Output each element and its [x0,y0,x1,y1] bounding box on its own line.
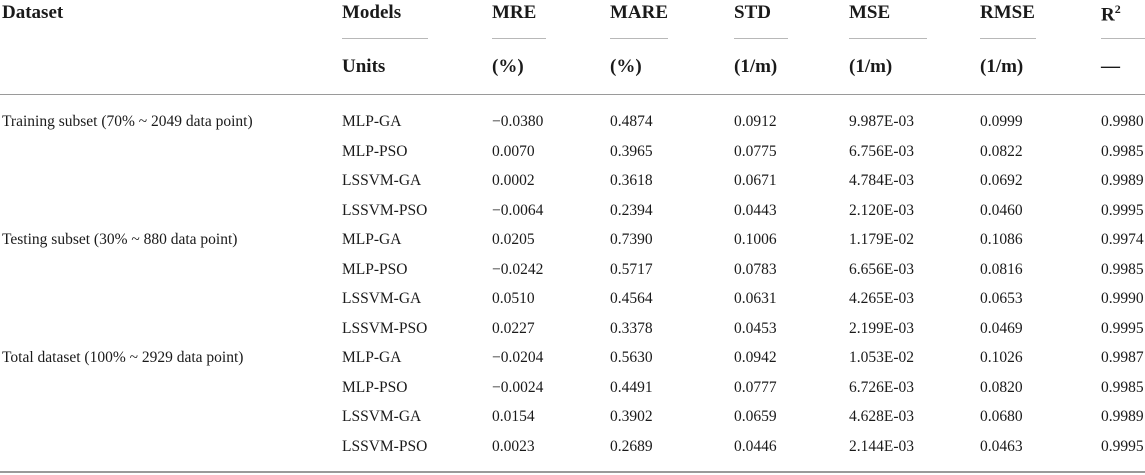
cell-mre: −0.0380 [492,113,544,130]
cell-mse: 1.053E-02 [849,349,915,366]
cell-r2: 0.9987 [1101,349,1144,366]
cell-mse: 2.144E-03 [849,437,915,455]
cell-std: 0.0777 [734,378,777,396]
cell-rmse: 0.0820 [980,378,1023,396]
cell-mre: 0.0227 [492,319,535,337]
header-underline-models [342,38,428,39]
cell-rmse: 0.0469 [980,319,1023,337]
cell-r2: 0.9995 [1101,437,1144,455]
header-underline-rmse [980,38,1036,39]
cell-r2: 0.9985 [1101,260,1144,278]
cell-mse: 6.756E-03 [849,142,915,160]
header-mre: MRE [492,2,537,23]
cell-std: 0.0631 [734,290,777,307]
cell-mare: 0.3902 [610,408,653,425]
cell-mare: 0.5717 [610,260,653,278]
header-models: Models [342,2,402,23]
header-rmse: RMSE [980,2,1035,23]
cell-rmse: 0.0460 [980,201,1023,219]
cell-std: 0.0443 [734,201,777,219]
cell-mare: 0.4874 [610,113,653,130]
cell-model: LSSVM-GA [342,290,422,307]
cell-std: 0.0775 [734,142,777,160]
header-underline-mare [610,38,668,39]
cell-mse: 4.265E-03 [849,290,915,307]
cell-mare: 0.7390 [610,231,653,248]
cell-std: 0.0446 [734,437,777,455]
cell-r2: 0.9985 [1101,142,1144,160]
cell-mre: −0.0024 [492,378,544,396]
cell-r2: 0.9990 [1101,290,1144,307]
units-mse: (1/m) [849,56,893,77]
cell-mre: −0.0204 [492,349,544,366]
header-dataset: Dataset [2,2,64,23]
cell-mse: 4.628E-03 [849,408,915,425]
header-std: STD [734,2,771,23]
cell-std: 0.1006 [734,231,777,248]
cell-rmse: 0.0999 [980,113,1023,130]
cell-rmse: 0.0653 [980,290,1023,307]
units-rmse: (1/m) [980,56,1024,77]
cell-mse: 2.120E-03 [849,201,915,219]
cell-mare: 0.2689 [610,437,653,455]
cell-mre: −0.0242 [492,260,544,278]
units-r2: — [1101,56,1120,77]
header-underline-std [734,38,788,39]
cell-model: MLP-PSO [342,378,408,396]
cell-mre: 0.0023 [492,437,535,455]
cell-mare: 0.3618 [610,172,653,189]
units-mre: (%) [492,56,524,77]
cell-r2: 0.9989 [1101,408,1144,425]
cell-rmse: 0.1026 [980,349,1023,366]
header-mse: MSE [849,2,891,23]
cell-mre: 0.0510 [492,290,535,307]
cell-model: LSSVM-PSO [342,319,428,337]
units-std: (1/m) [734,56,778,77]
cell-mare: 0.3378 [610,319,653,337]
header-underline-mse [849,38,927,39]
cell-model: LSSVM-GA [342,408,422,425]
header-underline-r2 [1101,38,1145,39]
cell-r2: 0.9974 [1101,231,1144,248]
dataset-label: Training subset (70% ~ 2049 data point) [2,113,253,130]
header-bottom-rule [0,94,1145,95]
cell-mre: 0.0205 [492,231,535,248]
cell-mse: 6.726E-03 [849,378,915,396]
cell-r2: 0.9995 [1101,319,1144,337]
cell-model: MLP-PSO [342,142,408,160]
cell-mare: 0.5630 [610,349,653,366]
cell-mre: 0.0002 [492,172,535,189]
header-r-letter: R [1101,4,1115,26]
cell-std: 0.0453 [734,319,777,337]
cell-rmse: 0.0816 [980,260,1023,278]
cell-r2: 0.9995 [1101,201,1144,219]
header-r2 [1101,2,1121,26]
cell-model: MLP-GA [342,349,402,366]
cell-model: MLP-GA [342,231,402,248]
cell-mare: 0.4491 [610,378,653,396]
cell-mse: 1.179E-02 [849,231,915,248]
cell-r2: 0.9989 [1101,172,1144,189]
cell-mse: 9.987E-03 [849,113,915,130]
cell-rmse: 0.0822 [980,142,1023,160]
cell-rmse: 0.0463 [980,437,1023,455]
cell-std: 0.0783 [734,260,777,278]
cell-mare: 0.2394 [610,201,653,219]
cell-r2: 0.9985 [1101,378,1144,396]
cell-r2: 0.9980 [1101,113,1144,130]
cell-std: 0.0659 [734,408,777,425]
units-label: Units [342,56,386,77]
cell-mare: 0.4564 [610,290,653,307]
dataset-label: Testing subset (30% ~ 880 data point) [2,231,238,248]
cell-std: 0.0912 [734,113,777,130]
header-mare: MARE [610,2,669,23]
cell-mare: 0.3965 [610,142,653,160]
cell-rmse: 0.0680 [980,408,1023,425]
cell-model: MLP-GA [342,113,402,130]
cell-mse: 2.199E-03 [849,319,915,337]
cell-mre: 0.0154 [492,408,535,425]
cell-model: LSSVM-PSO [342,201,428,219]
cell-rmse: 0.1086 [980,231,1023,248]
cell-std: 0.0671 [734,172,777,189]
units-mare: (%) [610,56,642,77]
header-underline-mre [492,38,546,39]
cell-rmse: 0.0692 [980,172,1023,189]
cell-model: LSSVM-PSO [342,437,428,455]
cell-model: MLP-PSO [342,260,408,278]
cell-std: 0.0942 [734,349,777,366]
table-bottom-rule [0,471,1145,473]
header-r-superscript: 2 [1114,2,1121,16]
cell-mre: −0.0064 [492,201,544,219]
cell-mse: 6.656E-03 [849,260,915,278]
dataset-label: Total dataset (100% ~ 2929 data point) [2,349,244,366]
cell-model: LSSVM-GA [342,172,422,189]
cell-mre: 0.0070 [492,142,535,160]
cell-mse: 4.784E-03 [849,172,915,189]
